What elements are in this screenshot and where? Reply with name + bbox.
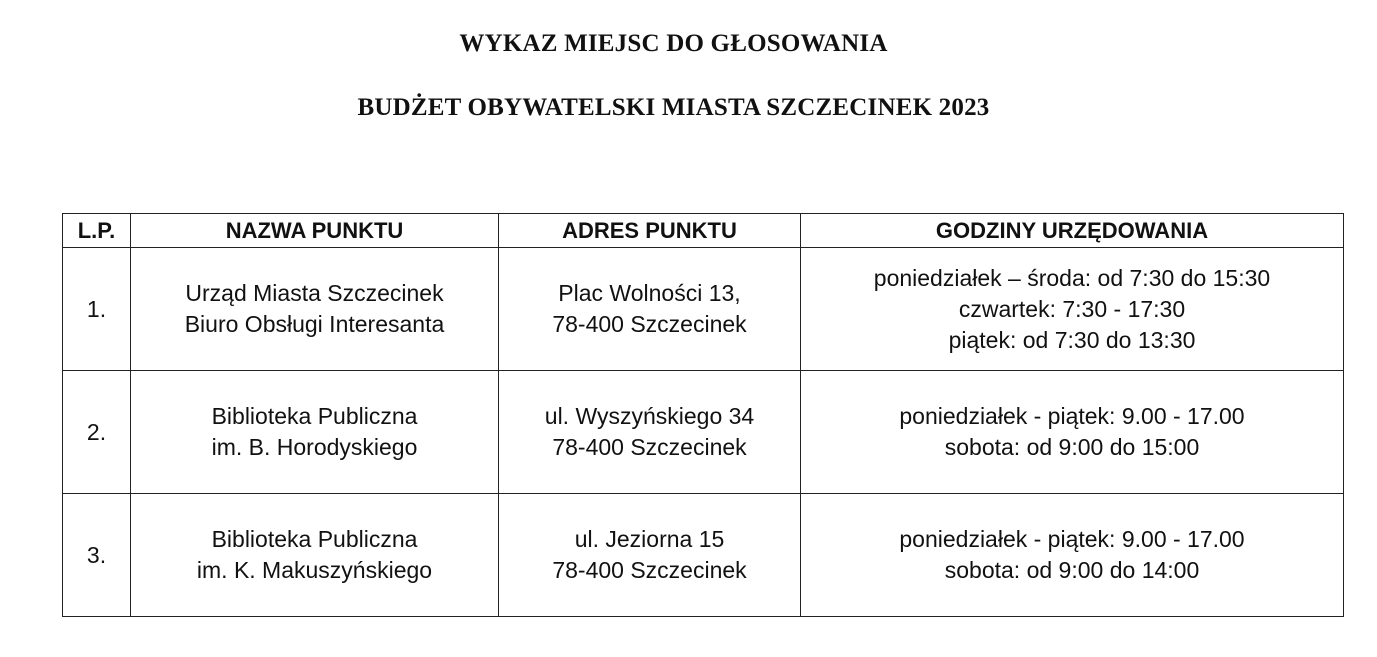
address-line: ul. Jeziorna 15 — [574, 526, 725, 552]
hours-line: piątek: od 7:30 do 13:30 — [948, 326, 1196, 353]
table-header-row — [63, 214, 1344, 248]
location-name — [131, 248, 499, 371]
location-name-line: Biblioteka Publiczna — [211, 403, 418, 429]
address-line: ul. Wyszyńskiego 34 — [544, 403, 755, 429]
table-row — [63, 494, 1344, 617]
location-address — [499, 248, 801, 371]
table-row — [63, 248, 1344, 371]
row-number: 2. — [63, 371, 131, 494]
row-number: 3. — [63, 494, 131, 617]
document-subtitle: BUDŻET OBYWATELSKI MIASTA SZCZECINEK 2023 — [357, 94, 990, 121]
hours-line: sobota: od 9:00 do 15:00 — [944, 434, 1200, 460]
hours-line: poniedziałek – środa: od 7:30 do 15:30 — [873, 264, 1271, 291]
address-line: 78-400 Szczecinek — [552, 311, 747, 337]
opening-hours — [801, 371, 1344, 494]
address-line: 78-400 Szczecinek — [552, 434, 747, 460]
location-name-line: im. B. Horodyskiego — [211, 434, 418, 460]
table-row — [63, 371, 1344, 494]
location-name-line: Biblioteka Publiczna — [211, 526, 418, 552]
location-address — [499, 371, 801, 494]
location-name-line: Urząd Miasta Szczecinek — [185, 280, 444, 306]
location-address — [499, 494, 801, 617]
voting-locations-table — [62, 213, 1344, 617]
address-line: 78-400 Szczecinek — [552, 557, 747, 583]
opening-hours — [801, 248, 1344, 371]
location-name-line: im. K. Makuszyńskiego — [196, 557, 433, 583]
address-line: Plac Wolności 13, — [558, 280, 741, 306]
hours-line: czwartek: 7:30 - 17:30 — [958, 295, 1186, 322]
header-lp: L.P. — [63, 214, 131, 248]
location-name-line: Biuro Obsługi Interesanta — [184, 311, 445, 337]
hours-line: poniedziałek - piątek: 9.00 - 17.00 — [899, 403, 1245, 429]
document-title: WYKAZ MIEJSC DO GŁOSOWANIA — [459, 30, 888, 57]
hours-line: sobota: od 9:00 do 14:00 — [944, 557, 1200, 583]
header-hours: GODZINY URZĘDOWANIA — [801, 214, 1344, 248]
location-name — [131, 494, 499, 617]
row-number: 1. — [63, 248, 131, 371]
location-name — [131, 371, 499, 494]
header-name: NAZWA PUNKTU — [131, 214, 499, 248]
hours-line: poniedziałek - piątek: 9.00 - 17.00 — [899, 526, 1245, 552]
opening-hours — [801, 494, 1344, 617]
header-address: ADRES PUNKTU — [499, 214, 801, 248]
